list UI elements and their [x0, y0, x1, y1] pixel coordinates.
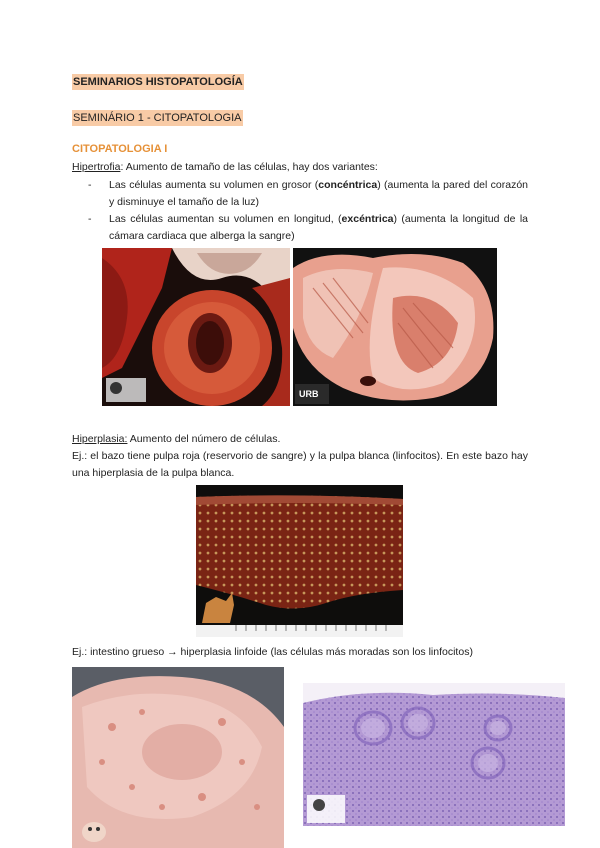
hipertrofia-term: Hipertrofia	[72, 161, 121, 173]
hiperplasia-example-spleen: Ej.: el bazo tiene pulpa roja (reservorio de sangre) y la pulpa blanca (linfocitos). En este bazo hay una hiperplasia de la pulpa blanca.	[72, 450, 528, 479]
bullet-dash: -	[88, 213, 92, 225]
heart-concentric-image	[102, 248, 290, 406]
urb-logo-text: URB	[299, 389, 319, 399]
section-title: CITOPATOLOGIA I	[72, 143, 168, 155]
heart-eccentric-image	[293, 248, 497, 406]
hipertrofia-bullet-list	[88, 177, 528, 245]
hiperplasia-definition: Hiperplasia: Aumento del número de células.	[72, 433, 281, 445]
bullet-dash: -	[88, 179, 92, 191]
hiperplasia-term: Hiperplasia:	[72, 433, 128, 445]
intestine-gross-image	[72, 667, 284, 848]
intestine-histology-image	[303, 683, 565, 826]
spleen-image	[196, 485, 403, 637]
hipertrofia-definition: Hipertrofia: Aumento de tamaño de las células, hay dos variantes:	[72, 161, 378, 173]
hiperplasia-example-intestine: Ej.: intestino grueso → hiperplasia linfoide (las células más moradas son los linfocitos)	[72, 646, 473, 658]
bullet-excentrica: - Las células aumentan su volumen en longitud, (excéntrica) (aumenta la longitud de la cámara cardiaca que alberga la sangre)	[88, 213, 528, 242]
document-title: SEMINARIOS HISTOPATOLOGÍA	[73, 76, 243, 88]
bullet-concentrica: - Las células aumenta su volumen en grosor (concéntrica) (aumenta la pared del corazón y disminuye el tamaño de la luz)	[88, 179, 528, 208]
seminar-title: SEMINÁRIO 1 - CITOPATOLOGIA	[73, 112, 242, 124]
